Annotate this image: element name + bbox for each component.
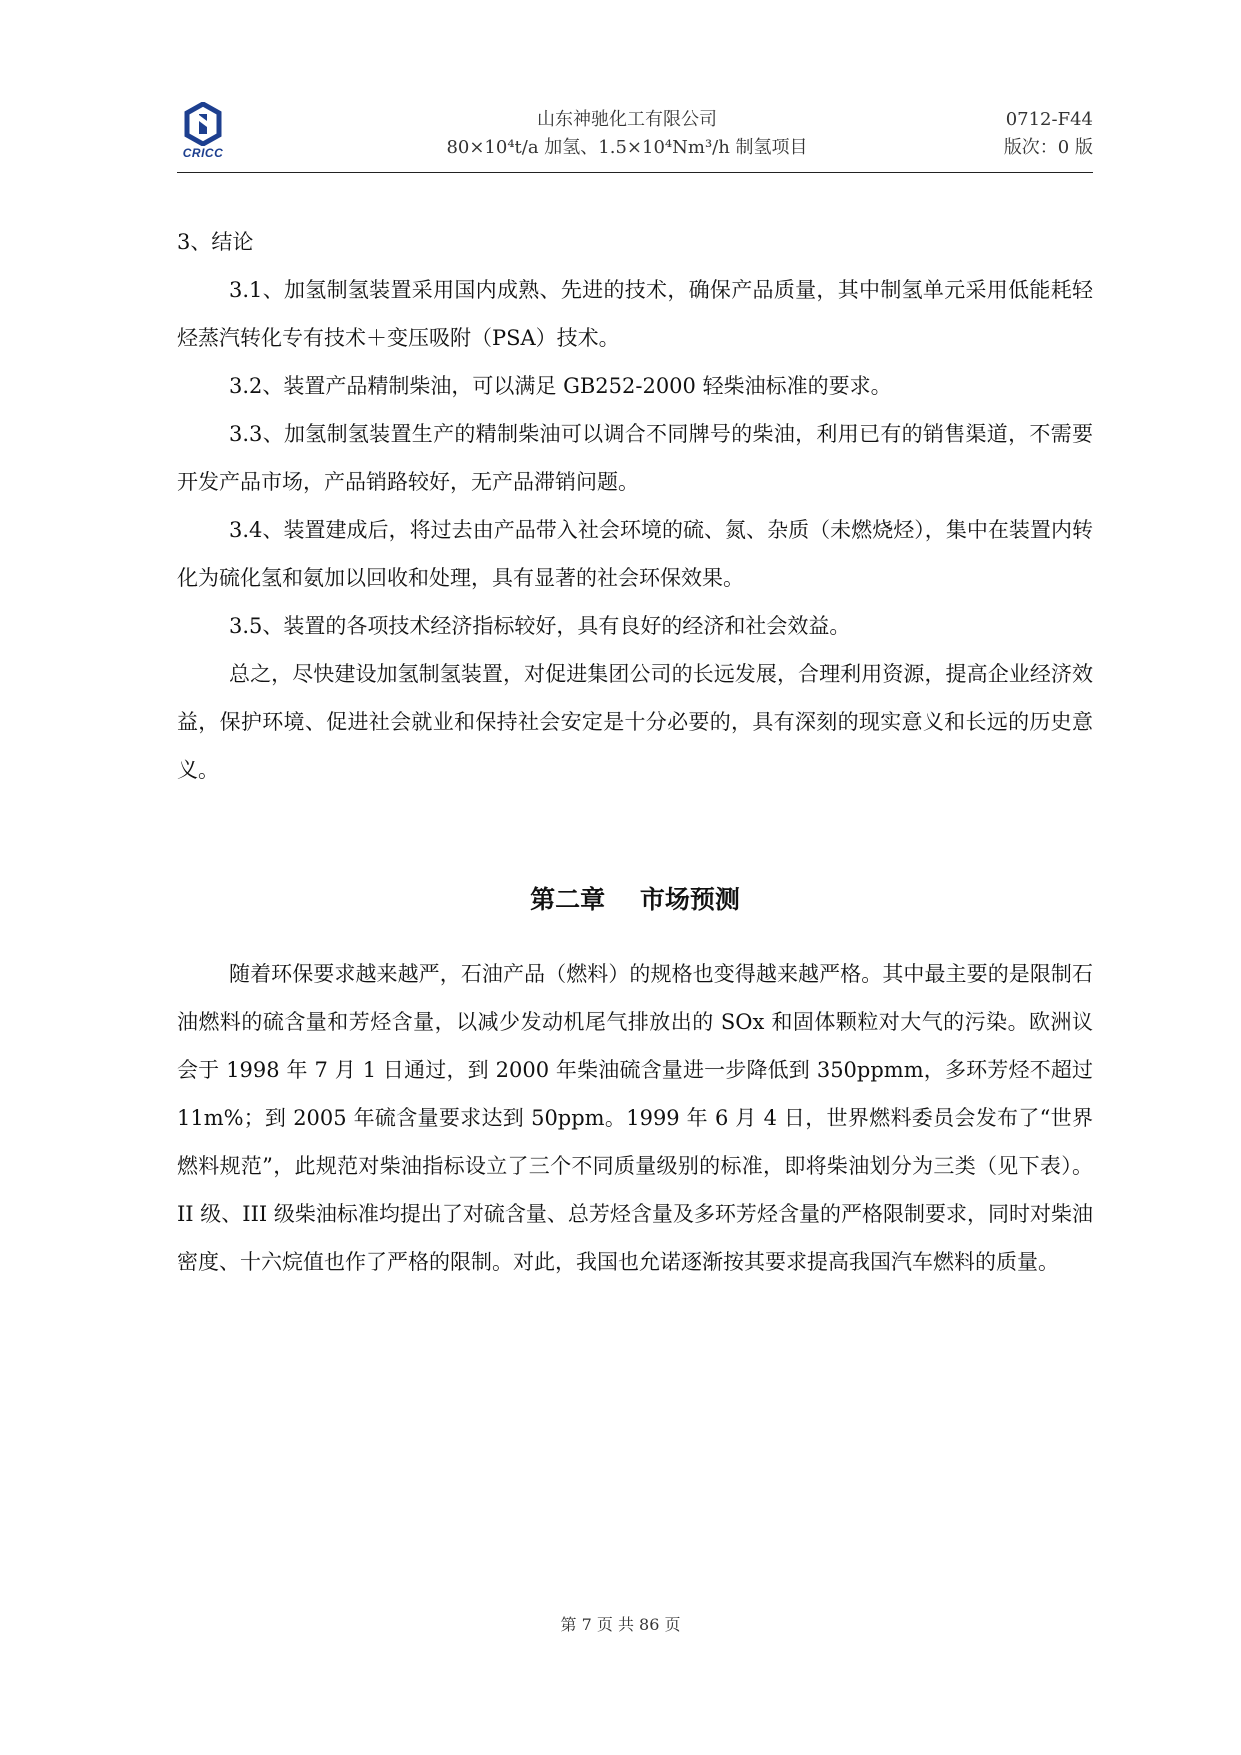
page-header (177, 100, 1093, 173)
paragraph: 随着环保要求越来越严，石油产品（燃料）的规格也变得越来越严格。其中最主要的是限制石油燃料的硫含量和芳烃含量，以减少发动机尾气排放出的 SOx 和固体颗粒对大气的污染。欧洲议会于 1998 年 7 月 1 日通过，到 2000 年柴油硫含量进一步降低到 350ppmm，多环芳烃不超过 11m%；到 2005 年硫含量要求达到 50ppm。1999 年 6 月 4 日，世界燃料委员会发布了“世界燃料规范”，此规范对柴油指标设立了三个不同质量级别的标准，即将柴油划分为三类（见下表）。II 级、III 级柴油标准均提出了对硫含量、总芳烃含量及多环芳烃含量的严格限制要求，同时对柴油密度、十六烷值也作了严格的限制。对此，我国也允诺逐渐按其要求提高我国汽车燃料的质量。 (177, 962, 1093, 1274)
chapter-title: 第二章 市场预测 (530, 885, 740, 914)
header-title-block (377, 106, 877, 162)
project-name: 80×10⁴t/a 加氢、1.5×10⁴Nm³/h 制氢项目 (446, 137, 808, 158)
document-number: 0712-F44 (1005, 109, 1093, 130)
page-number: 第 7 页 共 86 页 (560, 1615, 681, 1634)
cricc-logo-icon (177, 102, 229, 146)
paragraph: 3.3、加氢制氢装置生产的精制柴油可以调合不同牌号的柴油，利用已有的销售渠道，不需要开发产品市场，产品销路较好，无产品滞销问题。 (177, 422, 1093, 494)
paragraph: 总之，尽快建设加氢制氢装置，对促进集团公司的长远发展，合理利用资源，提高企业经济效益，保护环境、促进社会就业和保持社会安定是十分必要的，具有深刻的现实意义和长远的历史意义。 (177, 662, 1093, 782)
logo-text: CRICC (182, 146, 224, 160)
section-conclusion (177, 218, 1093, 794)
company-logo (177, 102, 229, 162)
section-heading: 3、结论 (177, 230, 254, 254)
paragraph: 3.4、装置建成后，将过去由产品带入社会环境的硫、氮、杂质（未燃烧烃），集中在装置内转化为硫化氢和氨加以回收和处理，具有显著的社会环保效果。 (177, 518, 1093, 590)
section-market-forecast (177, 950, 1093, 1286)
version-label: 版次：0 版 (1003, 137, 1093, 158)
header-doc-info (943, 106, 1093, 162)
paragraph: 3.2、装置产品精制柴油，可以满足 GB252-2000 轻柴油标准的要求。 (229, 374, 892, 398)
paragraph: 3.1、加氢制氢装置采用国内成熟、先进的技术，确保产品质量，其中制氢单元采用低能耗轻烃蒸汽转化专有技术＋变压吸附（PSA）技术。 (177, 278, 1093, 350)
company-name: 山东神驰化工有限公司 (537, 109, 717, 130)
paragraph: 3.5、装置的各项技术经济指标较好，具有良好的经济和社会效益。 (229, 614, 851, 638)
